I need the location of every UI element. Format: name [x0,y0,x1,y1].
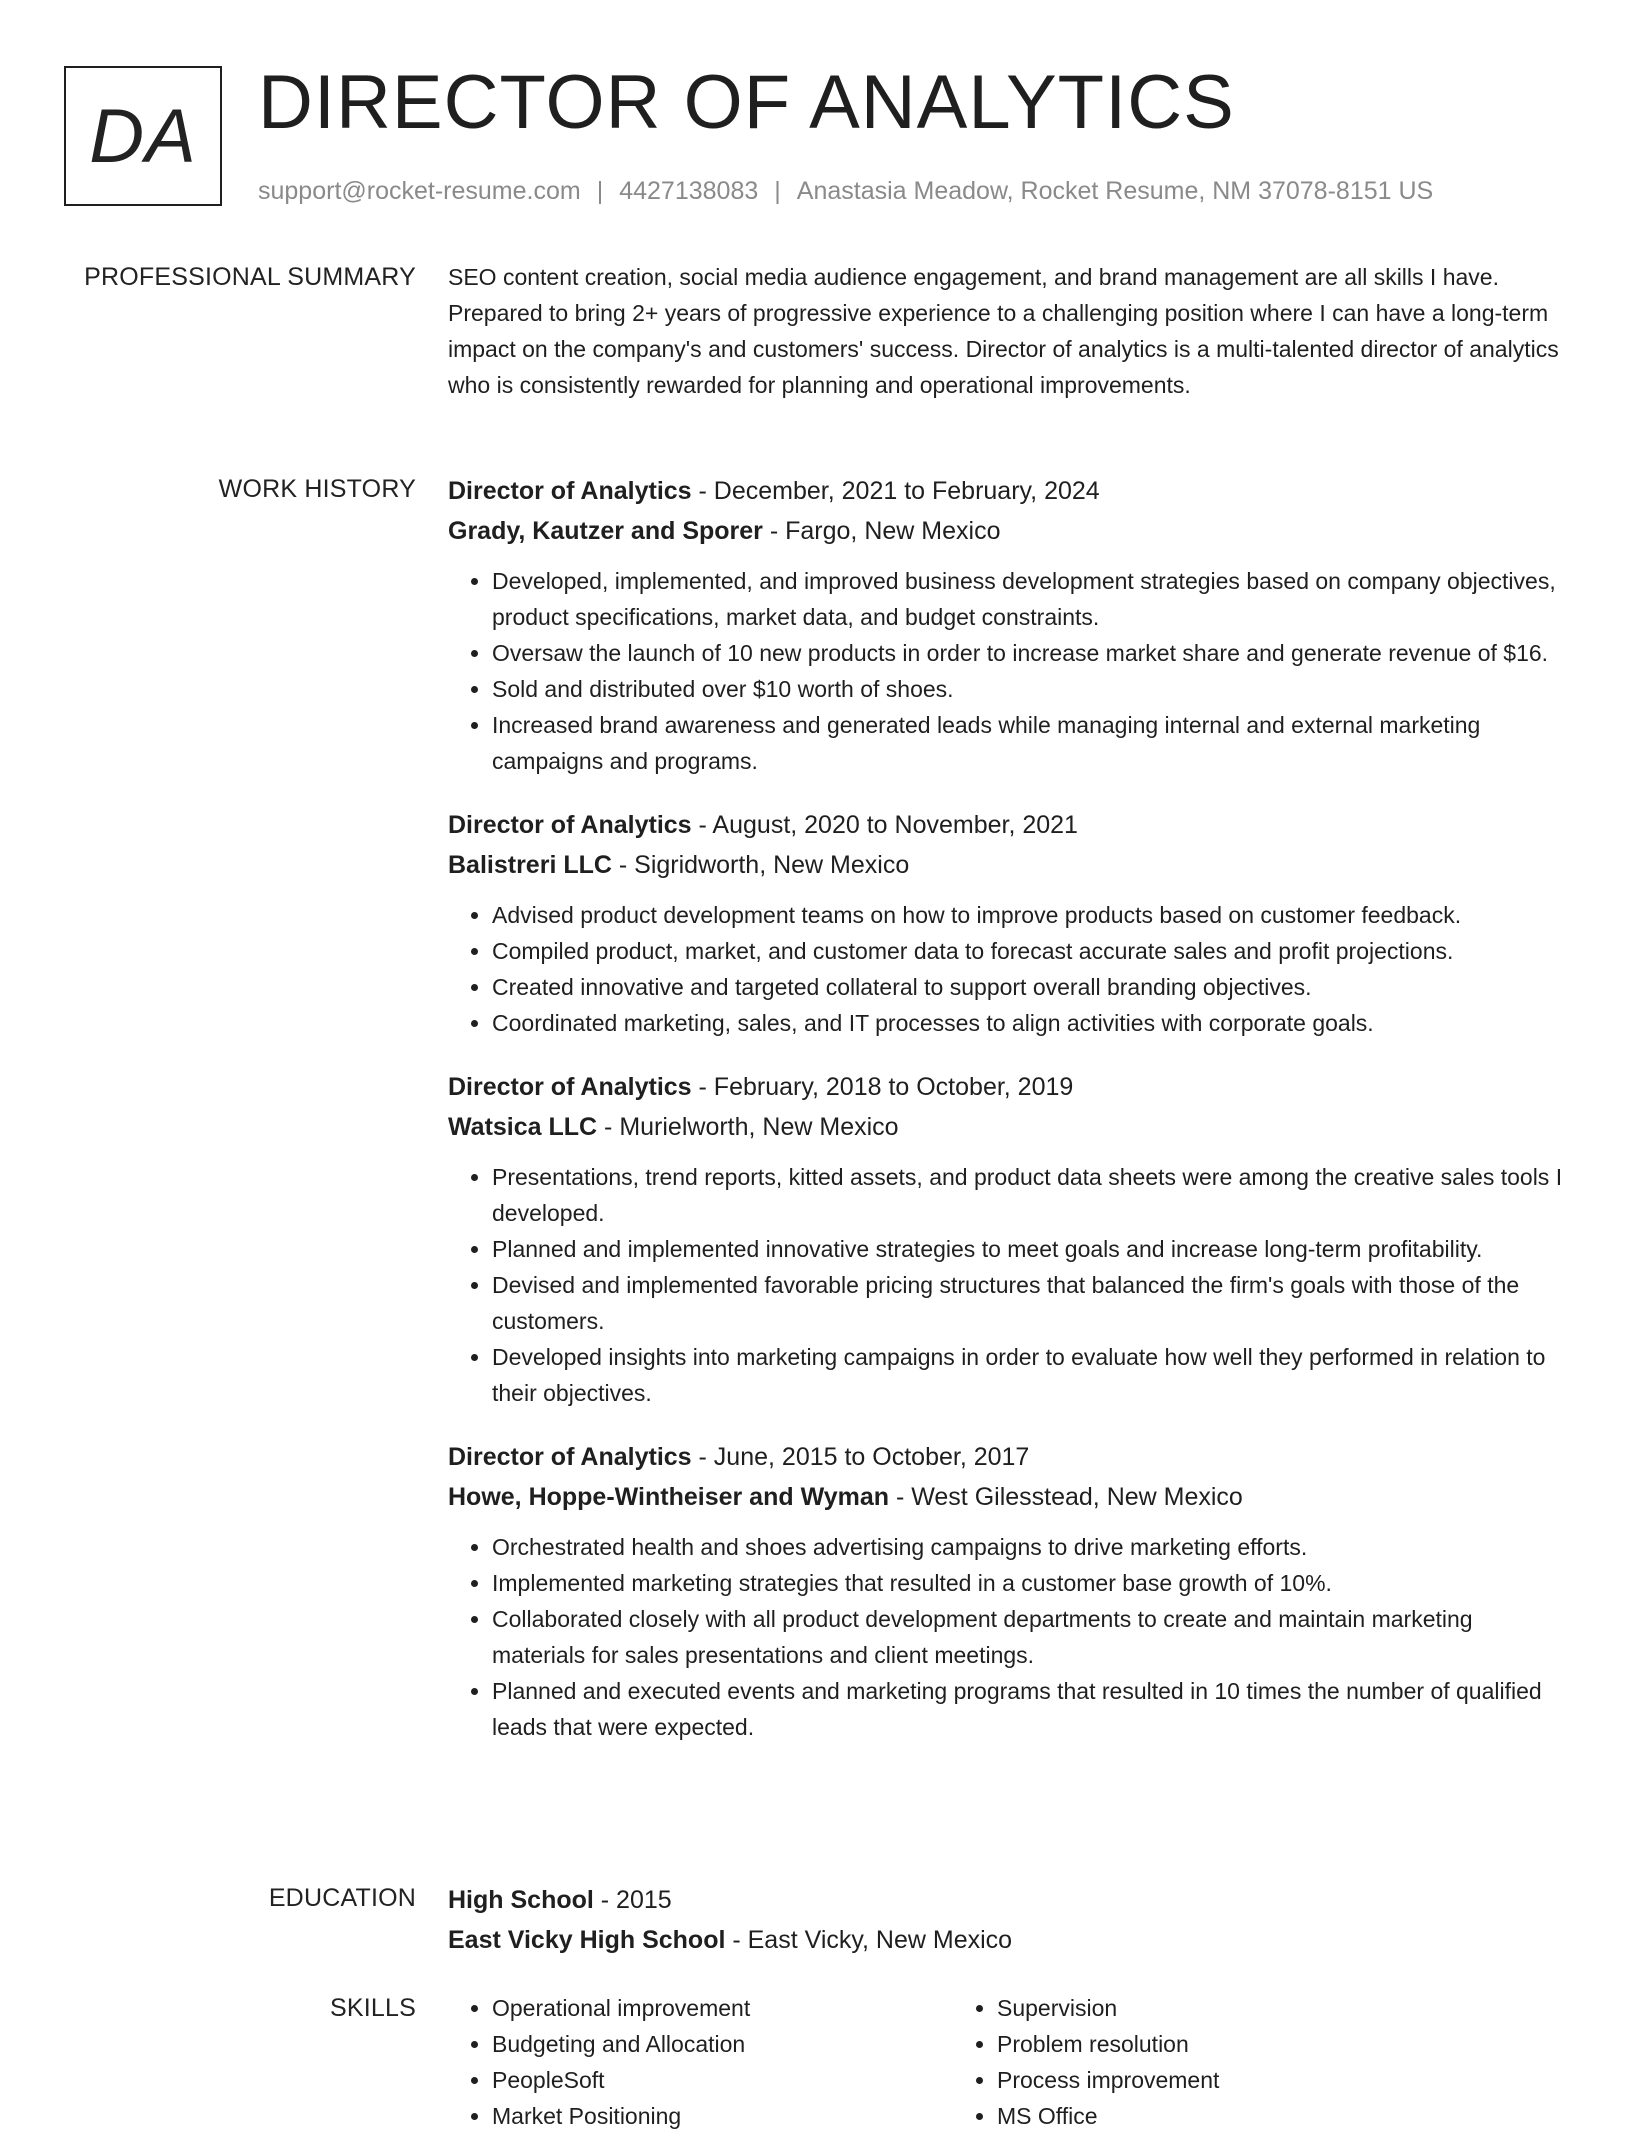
job-bullet: • Devised and implemented favorable pricing structures that balanced the firm's goals with those of the customers. [492,1267,1564,1339]
job-entry [448,1437,1564,1745]
job-bullet: • Created innovative and targeted collateral to support overall branding objectives. [492,969,1564,1005]
job-bullet: • Implemented marketing strategies that resulted in a customer base growth of 10%. [492,1565,1564,1601]
job-title-line [448,805,1564,845]
contact-address: Anastasia Meadow, Rocket Resume, NM 37078-8151 US [796,177,1434,205]
work-body [448,471,1564,1771]
page-title: DIRECTOR OF ANALYTICS [258,60,1235,145]
job-dates: - February, 2018 to October, 2019 [691,1073,1074,1101]
job-bullet: • Presentations, trend reports, kitted assets, and product data sheets were among the creative sales tools I developed. [492,1159,1564,1231]
skill-item: • PeopleSoft [492,2062,953,2098]
education-degree-line [448,1880,1564,1920]
job-title: Director of Analytics [448,477,692,505]
contact-separator: | [774,177,781,205]
job-company-line [448,511,1564,551]
section-label-education: EDUCATION [268,1884,416,1912]
job-title: Director of Analytics [448,1443,692,1471]
job-bullet: • Collaborated closely with all product development departments to create and maintain marketing materials for sales presentations and client meetings. [492,1601,1564,1673]
section-label-work: WORK HISTORY [218,475,416,503]
job-bullet: • Orchestrated health and shoes advertising campaigns to drive marketing efforts. [492,1529,1564,1565]
job-bullet: • Oversaw the launch of 10 new products in order to increase market share and generate revenue of $16. [492,635,1564,671]
job-bullet: • Compiled product, market, and customer data to forecast accurate sales and profit projections. [492,933,1564,969]
summary-text: SEO content creation, social media audience engagement, and brand management are all skills I have. Prepared to bring 2+ years of progressive experience to a challenging position where I can have a long-term impact on the company's and customers' success. Director of analytics is a multi-talented director of analytics who is consistently rewarded for planning and operational improvements. [448,264,1559,398]
job-company-line [448,1107,1564,1147]
skills-list-left [448,1990,953,2134]
job-location: - Murielworth, New Mexico [597,1113,899,1141]
job-bullet: • Increased brand awareness and generated leads while managing internal and external marketing campaigns and programs. [492,707,1564,779]
job-bullet: • Planned and executed events and marketing programs that resulted in 10 times the number of qualified leads that were expected. [492,1673,1564,1745]
job-bullet: • Advised product development teams on how to improve products based on customer feedback. [492,897,1564,933]
job-title: Director of Analytics [448,1073,692,1101]
skill-item: • MS Office [997,2098,1458,2134]
job-company: Grady, Kautzer and Sporer [448,517,763,545]
skills-body [448,1990,1564,2134]
education-location: - East Vicky, New Mexico [725,1926,1013,1954]
job-location: - Sigridworth, New Mexico [611,851,910,879]
skill-item: • Problem resolution [997,2026,1458,2062]
education-year: - 2015 [593,1886,672,1914]
skill-item: • Market Positioning [492,2098,953,2134]
job-bullet: • Planned and implemented innovative strategies to meet goals and increase long-term profitability. [492,1231,1564,1267]
job-location: - Fargo, New Mexico [762,517,1001,545]
education-school: East Vicky High School [448,1926,726,1954]
education-degree: High School [448,1886,594,1914]
skills-list-right [953,1990,1458,2134]
job-title-line [448,1067,1564,1107]
skill-item: • Supervision [997,1990,1458,2026]
skill-item: • Operational improvement [492,1990,953,2026]
contact-phone: 4427138083 [619,177,759,205]
job-dates: - August, 2020 to November, 2021 [691,811,1078,839]
skill-item: • Budgeting and Allocation [492,2026,953,2062]
job-entry [448,805,1564,1041]
job-title-line [448,471,1564,511]
job-company: Balistreri LLC [448,851,612,879]
job-dates: - December, 2021 to February, 2024 [691,477,1100,505]
skill-item: • Process improvement [997,2062,1458,2098]
contact-line [258,176,1433,206]
job-dates: - June, 2015 to October, 2017 [691,1443,1030,1471]
job-company-line [448,845,1564,885]
job-title-line [448,1437,1564,1477]
job-company-line [448,1477,1564,1517]
job-bullets [448,897,1564,1041]
job-bullets [448,1529,1564,1745]
section-label-summary: PROFESSIONAL SUMMARY [84,263,416,291]
job-title: Director of Analytics [448,811,692,839]
section-label-skills: SKILLS [330,1994,416,2022]
contact-separator: | [596,177,604,205]
job-bullet: • Coordinated marketing, sales, and IT processes to align activities with corporate goals. [492,1005,1564,1041]
education-body [448,1880,1564,1960]
job-bullet: • Developed, implemented, and improved business development strategies based on company objectives, product specifications, market data, and budget constraints. [492,563,1564,635]
summary-body [448,259,1564,403]
job-bullets [448,563,1564,779]
education-school-line [448,1920,1564,1960]
job-bullet: • Sold and distributed over $10 worth of shoes. [492,671,1564,707]
job-location: - West Gilesstead, New Mexico [889,1483,1243,1511]
job-entry [448,471,1564,779]
job-entry [448,1067,1564,1411]
job-company: Watsica LLC [448,1113,598,1141]
contact-email[interactable]: support@rocket-resume.com [258,177,581,205]
job-bullet: • Developed insights into marketing campaigns in order to evaluate how well they performed in relation to their objectives. [492,1339,1564,1411]
monogram-logo: DA [64,66,222,206]
job-bullets [448,1159,1564,1411]
job-company: Howe, Hoppe-Wintheiser and Wyman [448,1483,890,1511]
